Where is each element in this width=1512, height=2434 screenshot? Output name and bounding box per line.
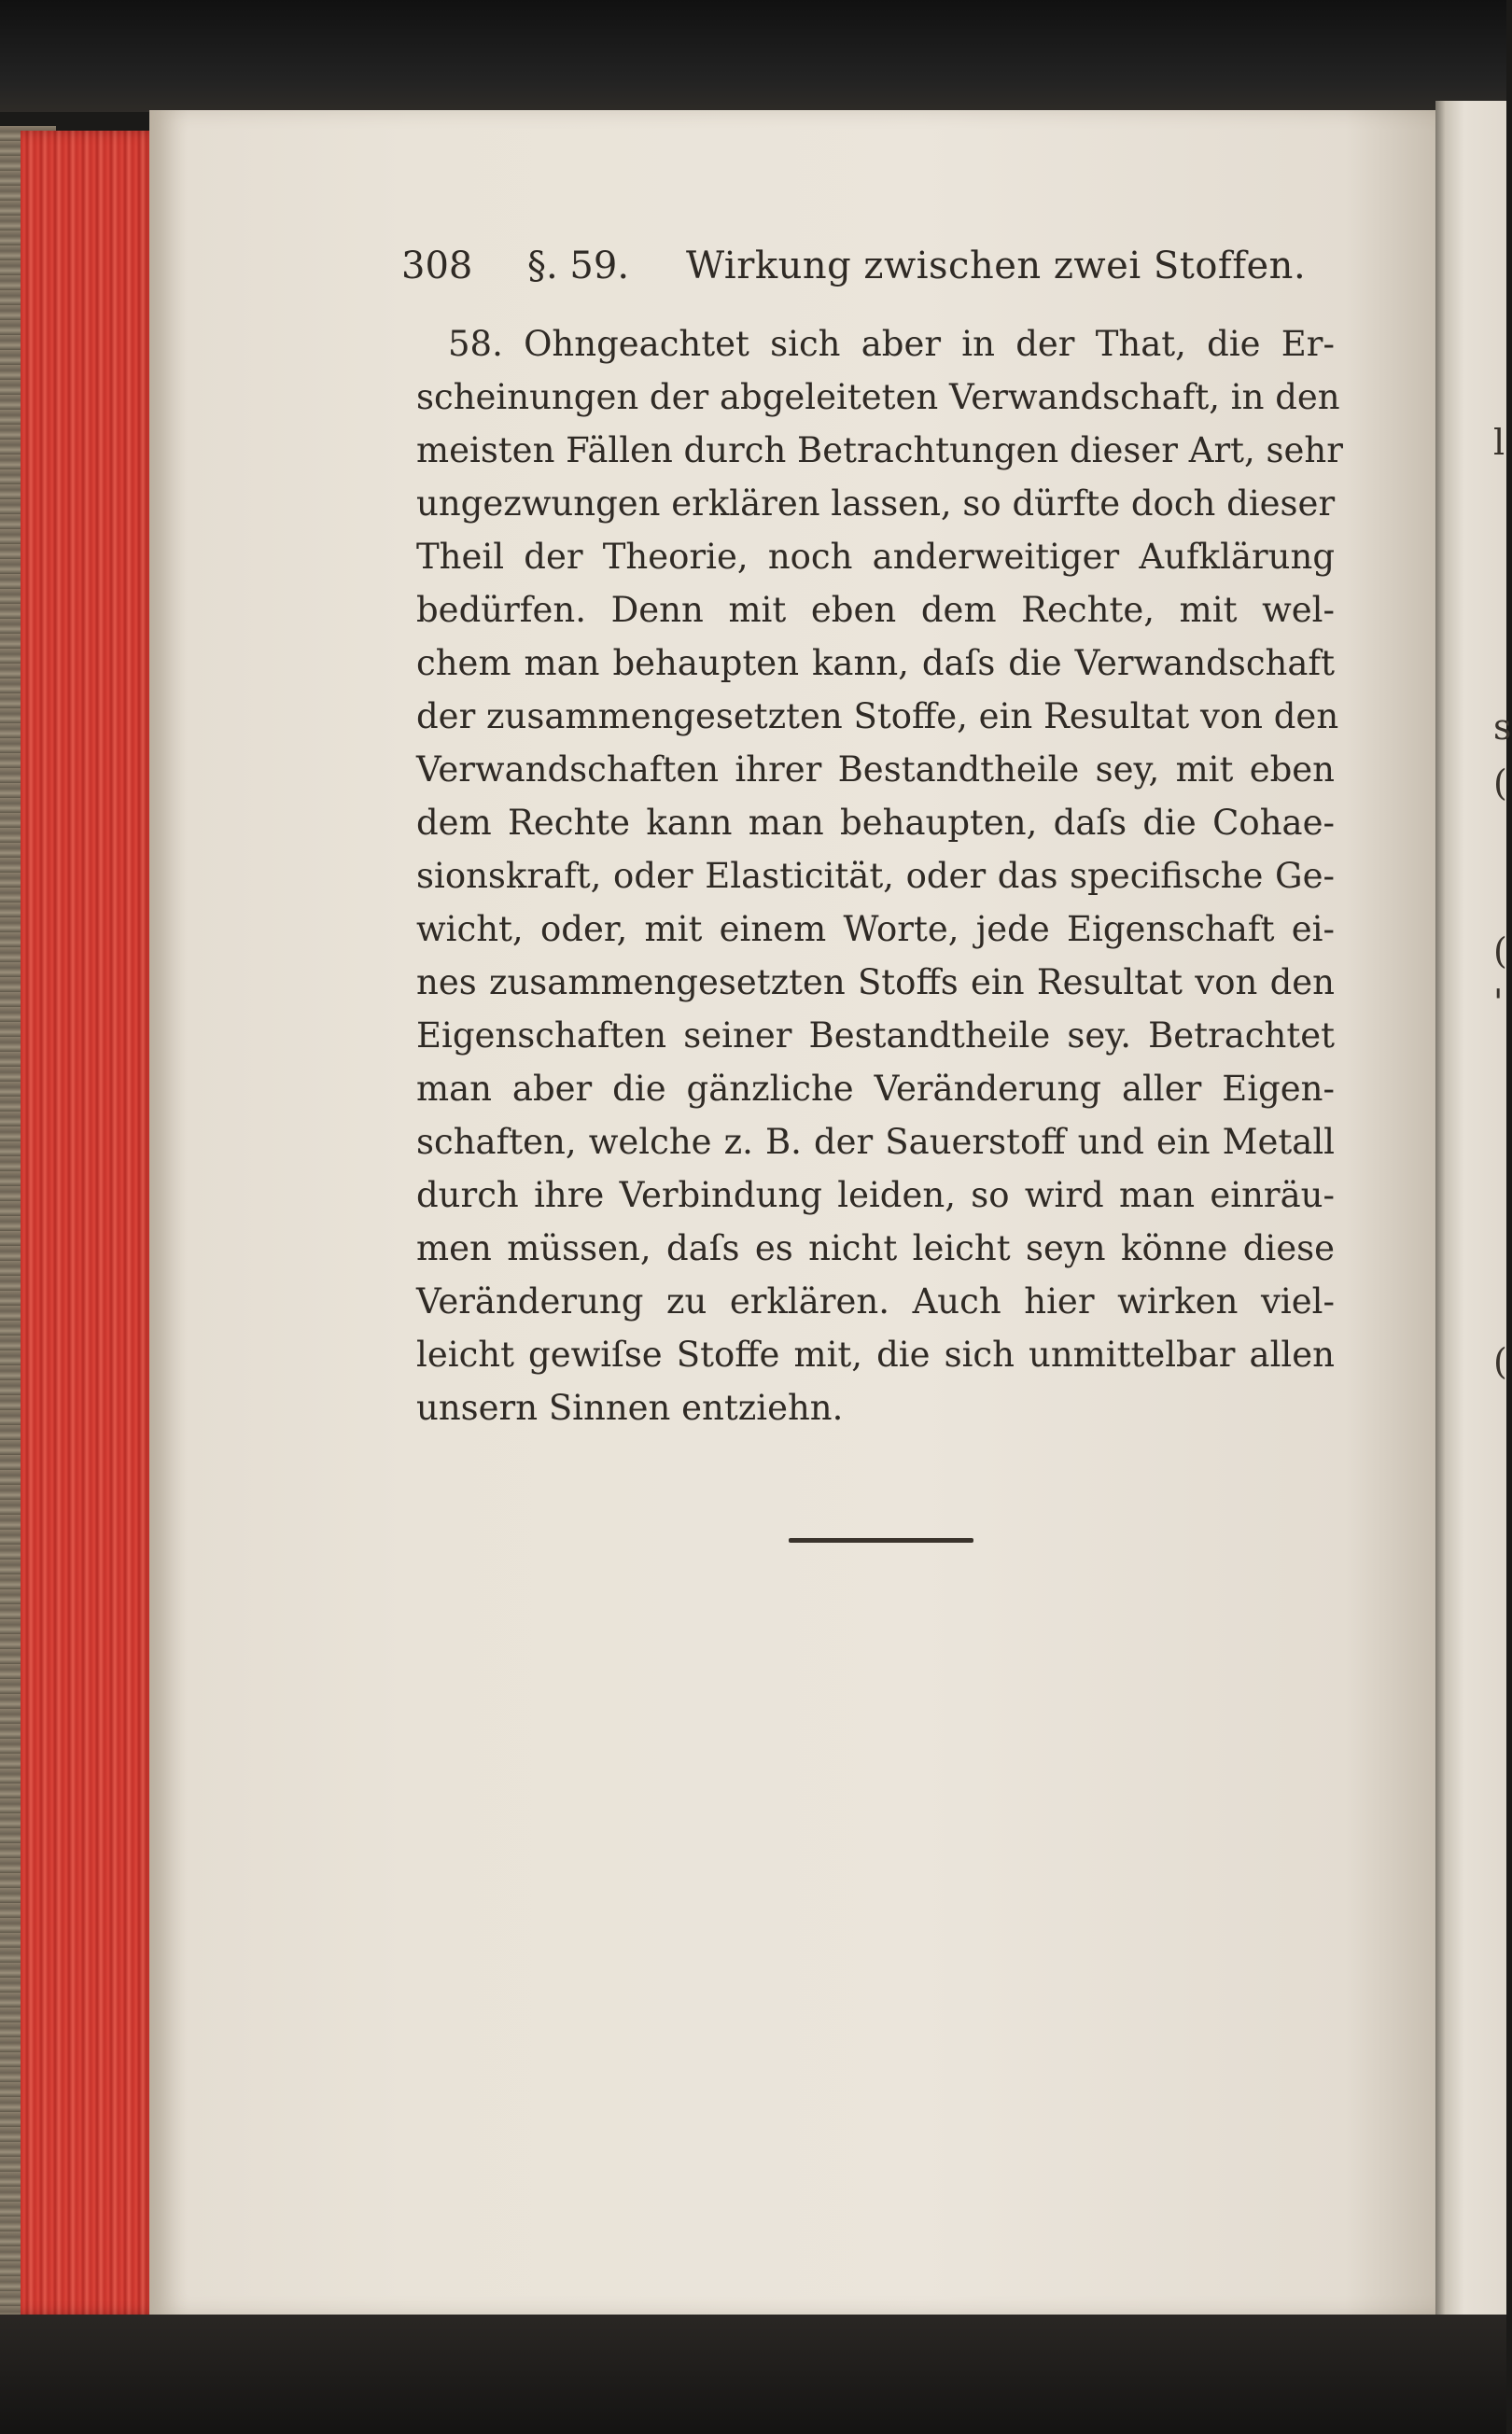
- facing-page-fragment: (: [1493, 1341, 1507, 1382]
- text-line: bedürfen. Denn mit eben dem Rechte, mit wel-: [416, 590, 1335, 630]
- paragraph-58: [416, 317, 1343, 1434]
- text-line: chem man behaupten kann, daſs die Verwandschaft: [416, 643, 1335, 683]
- text-line: dem Rechte kann man behaupten, daſs die Cohae-: [416, 803, 1335, 843]
- red-page-edge: [21, 131, 161, 2315]
- text-line: meisten Fällen durch Betrachtungen dieser Art, sehr: [416, 430, 1343, 470]
- facing-page-fragment: ': [1493, 982, 1504, 1023]
- section-number: §. 59.: [527, 245, 630, 287]
- facing-page-fragment: s: [1493, 706, 1512, 748]
- text-line: sionskraft, oder Elasticität, oder das specifische Ge-: [416, 856, 1335, 896]
- page-number: 308: [401, 245, 473, 287]
- text-line: Theil der Theorie, noch anderweitiger Aufklärung: [416, 537, 1335, 577]
- running-title: Wirkung zwischen zwei Stoffen.: [686, 245, 1307, 287]
- text-line: leicht gewiſse Stoffe mit, die sich unmittelbar allen: [416, 1335, 1335, 1375]
- section-end-rule: [789, 1538, 973, 1543]
- text-line: wicht, oder, mit einem Worte, jede Eigenschaft ei-: [416, 909, 1335, 949]
- background-top: [0, 0, 1506, 112]
- text-line: nes zusammengesetzten Stoffs ein Resultat von den: [416, 962, 1335, 1002]
- text-line: man aber die gänzliche Veränderung aller Eigen-: [416, 1069, 1335, 1109]
- text-line: durch ihre Verbindung leiden, so wird man einräu-: [416, 1175, 1335, 1215]
- text-line: scheinungen der abgeleiteten Verwandschaft, in den: [416, 377, 1340, 417]
- text-line: Veränderung zu erklären. Auch hier wirken viel-: [416, 1281, 1335, 1322]
- text-line: Verwandschaften ihrer Bestandtheile sey, mit eben: [416, 749, 1335, 790]
- text-line: men müssen, daſs es nicht leicht seyn könne diese: [416, 1228, 1335, 1268]
- facing-page-fragment: (: [1493, 762, 1507, 804]
- text-line: ungezwungen erklären lassen, so dürfte doch dieser: [416, 483, 1336, 524]
- text-line: unsern Sinnen entziehn.: [416, 1388, 844, 1428]
- facing-page-fragment: (: [1493, 930, 1507, 972]
- text-line: 58. Ohngeachtet sich aber in der That, die Er-: [448, 324, 1335, 364]
- background-bottom: [0, 2315, 1506, 2434]
- text-line: schaften, welche z. B. der Sauerstoff und ein Metall: [416, 1122, 1335, 1162]
- text-line: der zusammengesetzten Stoffe, ein Resultat von den: [416, 696, 1339, 736]
- running-header: [401, 245, 1335, 301]
- facing-page-fragment: l: [1493, 422, 1505, 463]
- text-line: Eigenschaften seiner Bestandtheile sey. Betrachtet: [416, 1015, 1335, 1056]
